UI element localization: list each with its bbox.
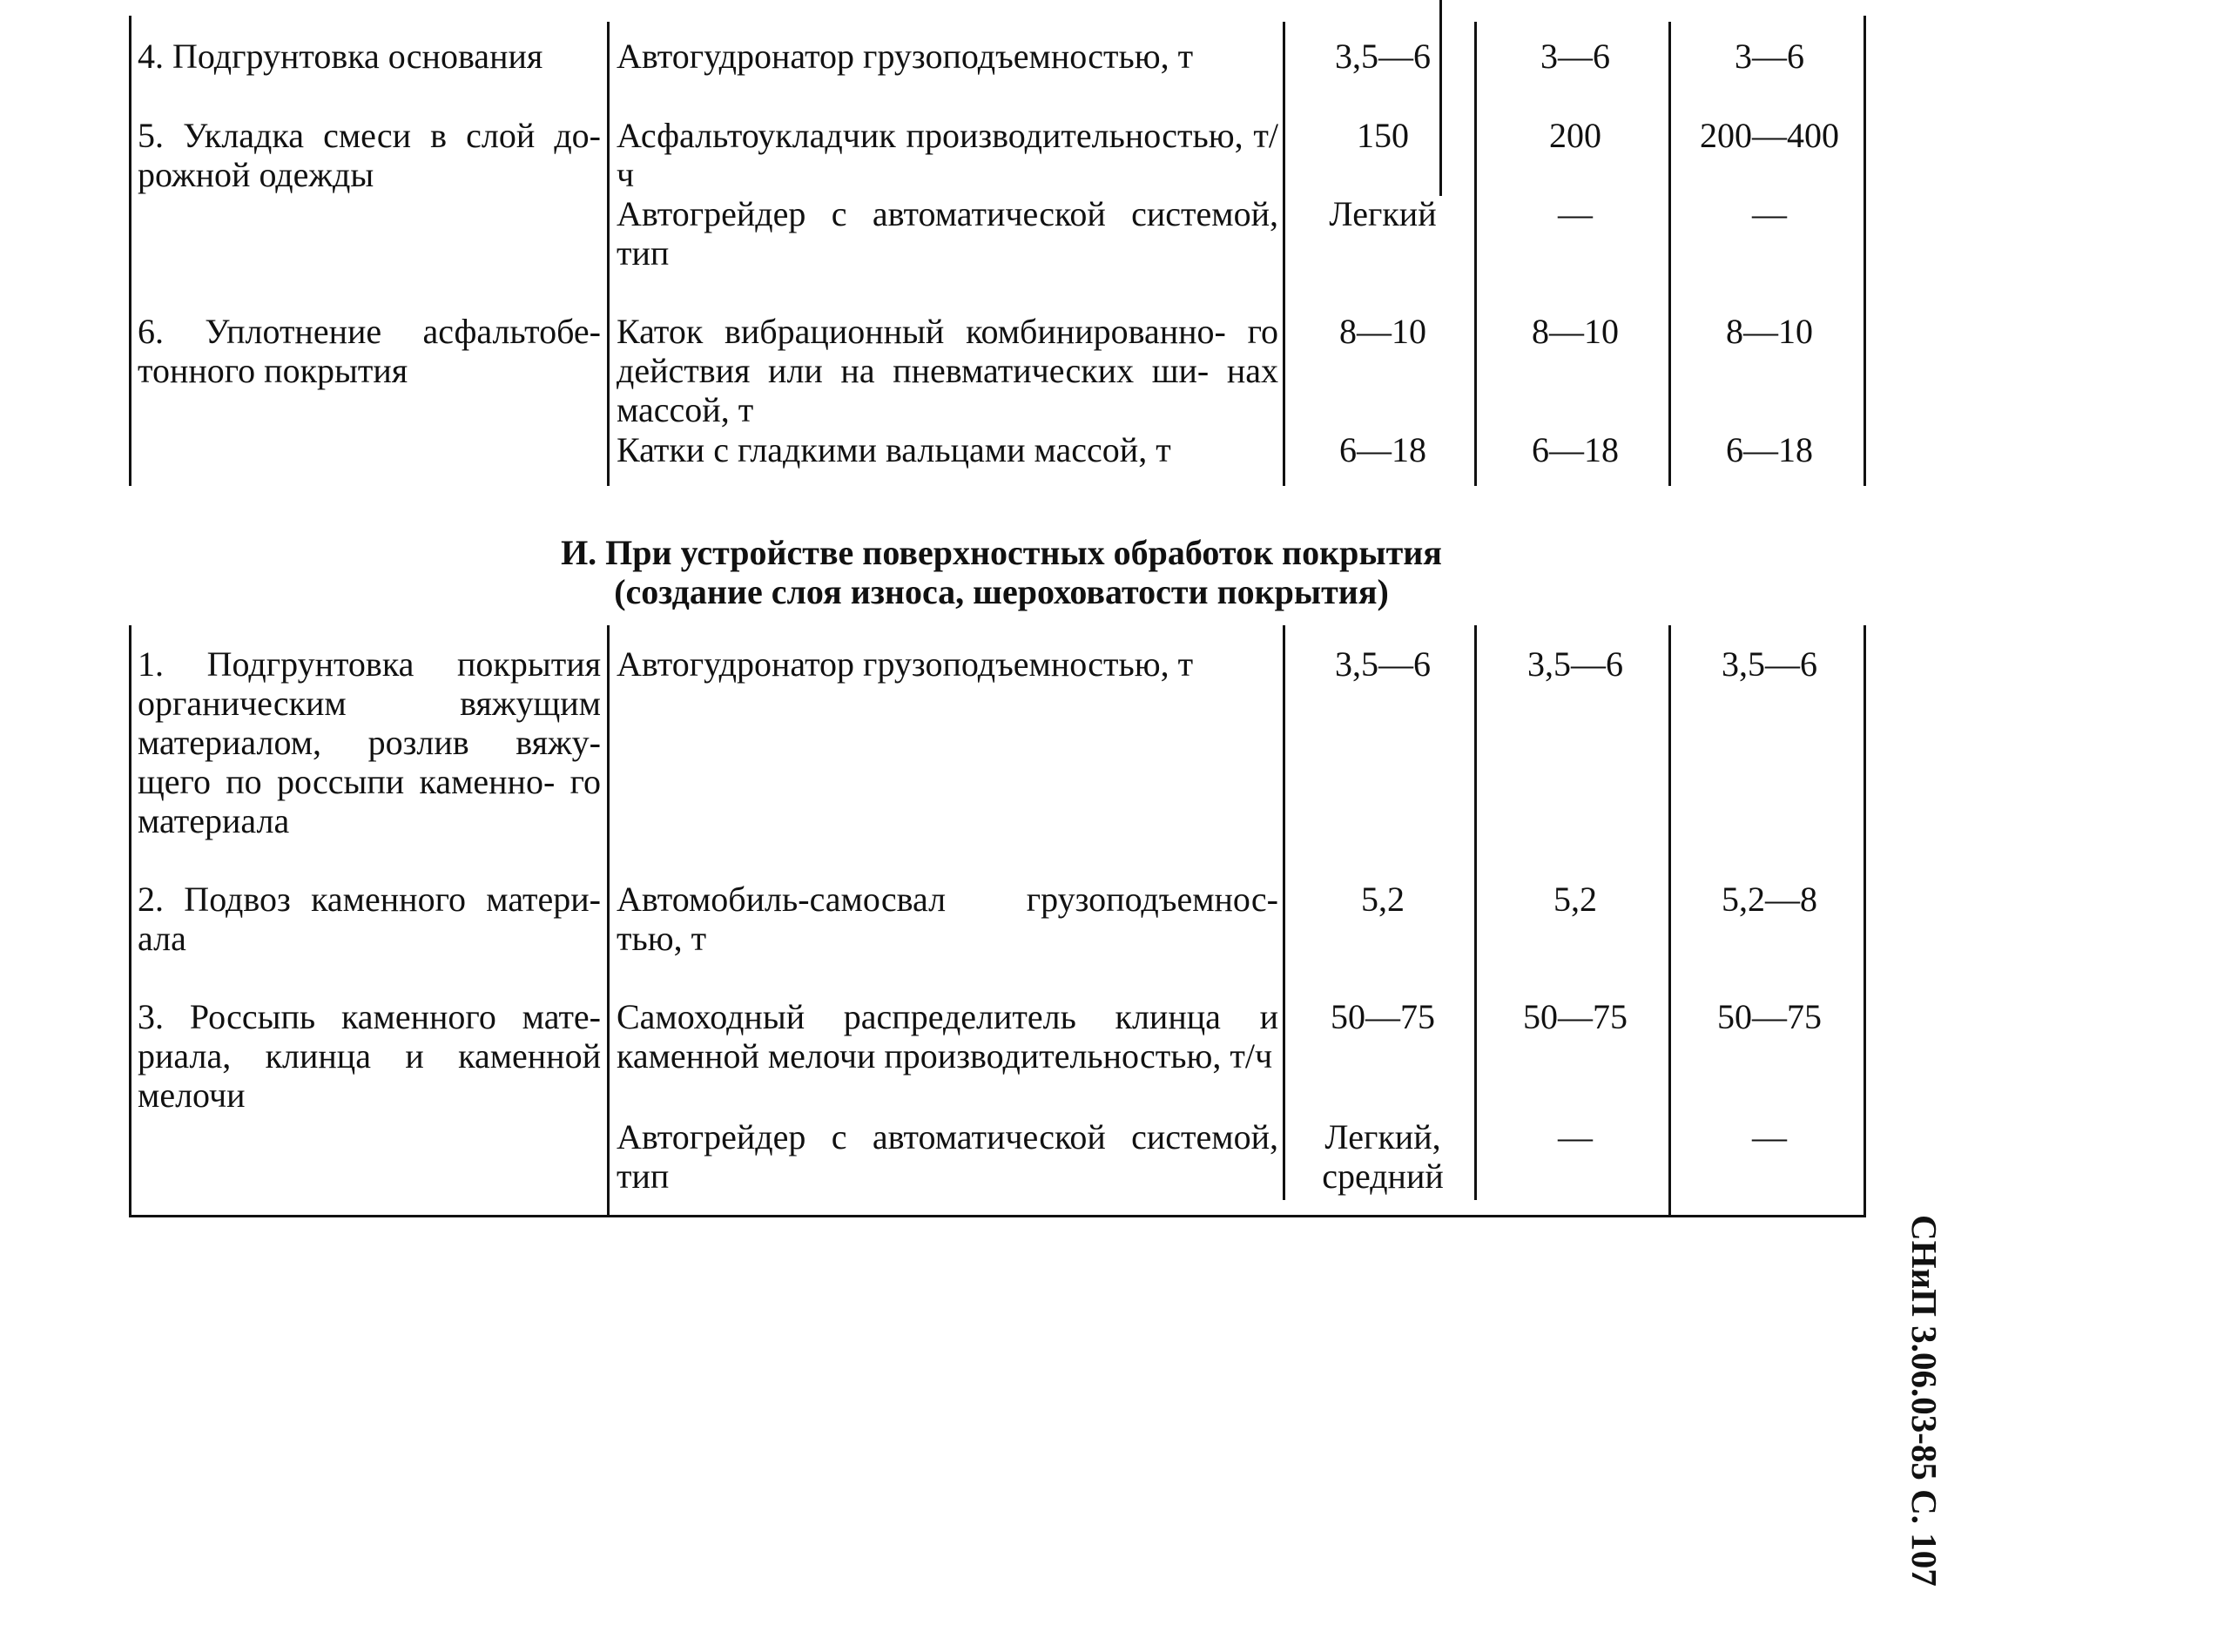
value-cell-col3: 50—75 [1717,997,1822,1036]
value-cell-col1: 8—10 [1339,312,1426,351]
operation-cell: 4. Подгрунтовка основания [138,37,543,76]
table-border-right-top [1863,16,1866,486]
table-border-left-top [129,16,131,486]
value-cell-col2: 3,5—6 [1527,644,1623,684]
column-divider-op-top [607,22,610,486]
section-heading-line1: И. При устройстве поверхностных обработок покрытия [561,533,1442,572]
machine-cell: Катки с гладкими вальцами массой, т [617,430,1171,469]
document-code-label: СНиП 3.06.03-85 С. 107 [1904,1215,1944,1587]
machine-cell: Асфальтоукладчик производительностью, т/ч [617,116,1278,194]
column-divider-op-bottom [607,625,610,1217]
value-cell-col3: — [1752,1117,1787,1156]
value-cell-col2: — [1558,1117,1593,1156]
value-cell-col1: 50—75 [1331,997,1435,1036]
operation-cell: 3. Россыпь каменного мате- риала, клинца и каменной мелочи [138,997,601,1115]
machine-cell: Каток вибрационный комбинированно- го действия или на пневматических ши- нах массой, т [617,312,1278,429]
machine-cell: Автомобиль-самосвал грузоподъемнос- тью, т [617,880,1278,958]
machine-cell: Автогрейдер с автоматической системой, тип [617,1117,1278,1196]
machine-cell: Самоходный распределитель клинца и каменной мелочи производительностью, т/ч [617,997,1278,1075]
operation-cell: 1. Подгрунтовка покрытия органическим вяжущим материалом, розлив вяжу- щего по россыпи каменно- го материала [138,644,601,840]
table-border-right-bottom [1863,625,1866,1217]
column-divider-v1-bottom [1283,625,1285,1200]
column-divider-v2-top [1474,22,1477,486]
value-cell-col3: 8—10 [1726,312,1813,351]
value-cell-col1: 3,5—6 [1335,644,1431,684]
value-cell-col2: 50—75 [1523,997,1628,1036]
value-cell-col2: 8—10 [1532,312,1619,351]
machine-cell: Автогудронатор грузоподъемностью, т [617,37,1194,76]
column-divider-v3-bottom [1668,625,1671,1217]
value-cell-col3: — [1752,194,1787,233]
section-heading-line2: (создание слоя износа, шероховатости покрытия) [614,572,1389,611]
value-cell-col1: 150 [1357,116,1409,155]
column-divider-v2-bottom [1474,625,1477,1200]
column-divider-v3-top [1668,22,1671,486]
value-cell-col3: 3,5—6 [1722,644,1817,684]
value-cell-col1: Легкий [1329,194,1437,233]
table-border-left-bottom [129,625,131,1217]
machine-cell: Автогрейдер с автоматической системой, тип [617,194,1278,273]
value-cell-col2: 3—6 [1540,37,1610,76]
value-cell-col1: Легкий, средний [1322,1117,1444,1196]
value-cell-col3: 200—400 [1700,116,1839,155]
value-cell-col3: 5,2—8 [1722,880,1817,919]
value-cell-col2: — [1558,194,1593,233]
value-cell-col3: 6—18 [1726,430,1813,469]
value-cell-col1: 5,2 [1361,880,1405,919]
operation-cell: 5. Укладка смеси в слой до- рожной одежды [138,116,601,194]
column-divider-v1-top-extra [1439,0,1442,196]
operation-cell: 2. Подвоз каменного матери- ала [138,880,601,958]
machine-cell: Автогудронатор грузоподъемностью, т [617,644,1194,684]
value-cell-col1: 6—18 [1339,430,1426,469]
value-cell-col2: 5,2 [1553,880,1597,919]
table-bottom-border [129,1215,1866,1217]
value-cell-col3: 3—6 [1735,37,1804,76]
operation-cell: 6. Уплотнение асфальтобе- тонного покрытия [138,312,601,390]
column-divider-v1-top [1283,22,1285,486]
value-cell-col2: 200 [1549,116,1601,155]
value-cell-col2: 6—18 [1532,430,1619,469]
value-cell-col1: 3,5—6 [1335,37,1431,76]
